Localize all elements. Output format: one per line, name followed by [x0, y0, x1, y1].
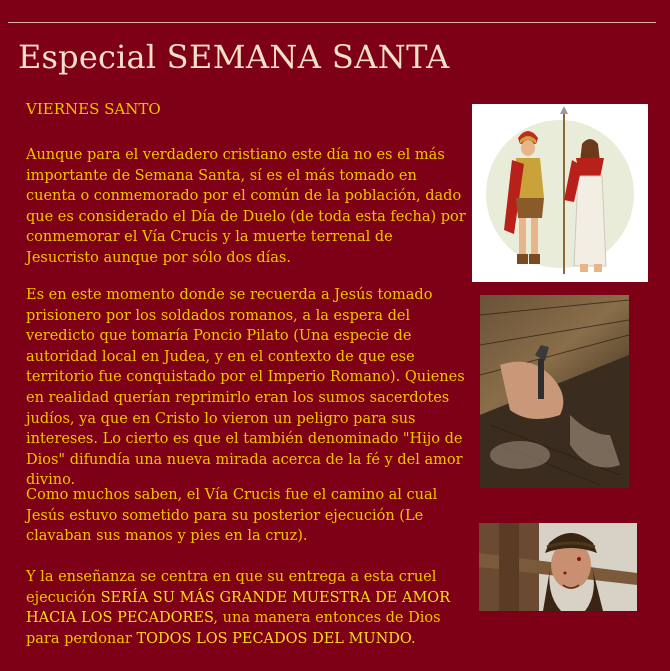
teaching-highlight-3: TODOS LOS PECADOS DEL MUNDO — [136, 630, 411, 647]
jesus-crown-of-thorns-image — [479, 523, 637, 611]
crucifixion-nail-image — [480, 295, 629, 488]
teaching-text-1: Y la enseñanza se centra en que su entrega a esta cruel ejecución — [26, 569, 437, 606]
teaching-text-end: . — [410, 630, 416, 647]
teaching-highlight-1: SERÍA SU — [100, 589, 180, 606]
section-heading: VIERNES SANTO — [26, 100, 161, 118]
paragraph-teaching — [26, 567, 471, 649]
page-title — [18, 38, 450, 76]
teaching-text-2: , una manera entonces de Dios para perdonar — [26, 610, 441, 647]
soldier-and-jesus-image — [472, 104, 648, 282]
teaching-highlight-2: MÁS GRANDE MUESTRA DE AMOR HACIA LOS PECADORES — [26, 589, 451, 627]
page-title-prefix: Especial — [18, 38, 167, 76]
page-title-main: SEMANA SANTA — [166, 38, 450, 76]
paragraph-via-crucis: Como muchos saben, el Vía Crucis fue el camino al cual Jesús estuvo sometido para su posterior ejecución (Le clavaban sus manos y pies en la cruz). — [26, 487, 438, 545]
top-divider — [8, 22, 656, 23]
paragraph-intro: Aunque para el verdadero cristiano este día no es el más importante de Semana Santa, sí es el más tomado en cuenta o conmemorado por el común de la población, dado que es considerado el Día de Duelo (de toda esta fecha) por conmemorar el Vía Crucis y la muerte terrenal de Jesucristo aunque por sólo dos días. — [26, 147, 466, 266]
paragraph-arrest: Es en este momento donde se recuerda a Jesús tomado prisionero por los soldados romanos, a la espera del veredicto que tomaría Poncio Pilato (Una especie de autoridad local en Judea, y en el contexto de que ese territorio fue conquistado por el Imperio Romano). Quienes en realidad querían reprimirlo eran los sumos sacerdotes judíos, ya que en Cristo lo vieron un peligro para sus intereses. Lo cierto es que el también denominado "Hijo de Dios" difundía una nueva mirada acerca de la fé y del amor divino. — [26, 287, 465, 489]
